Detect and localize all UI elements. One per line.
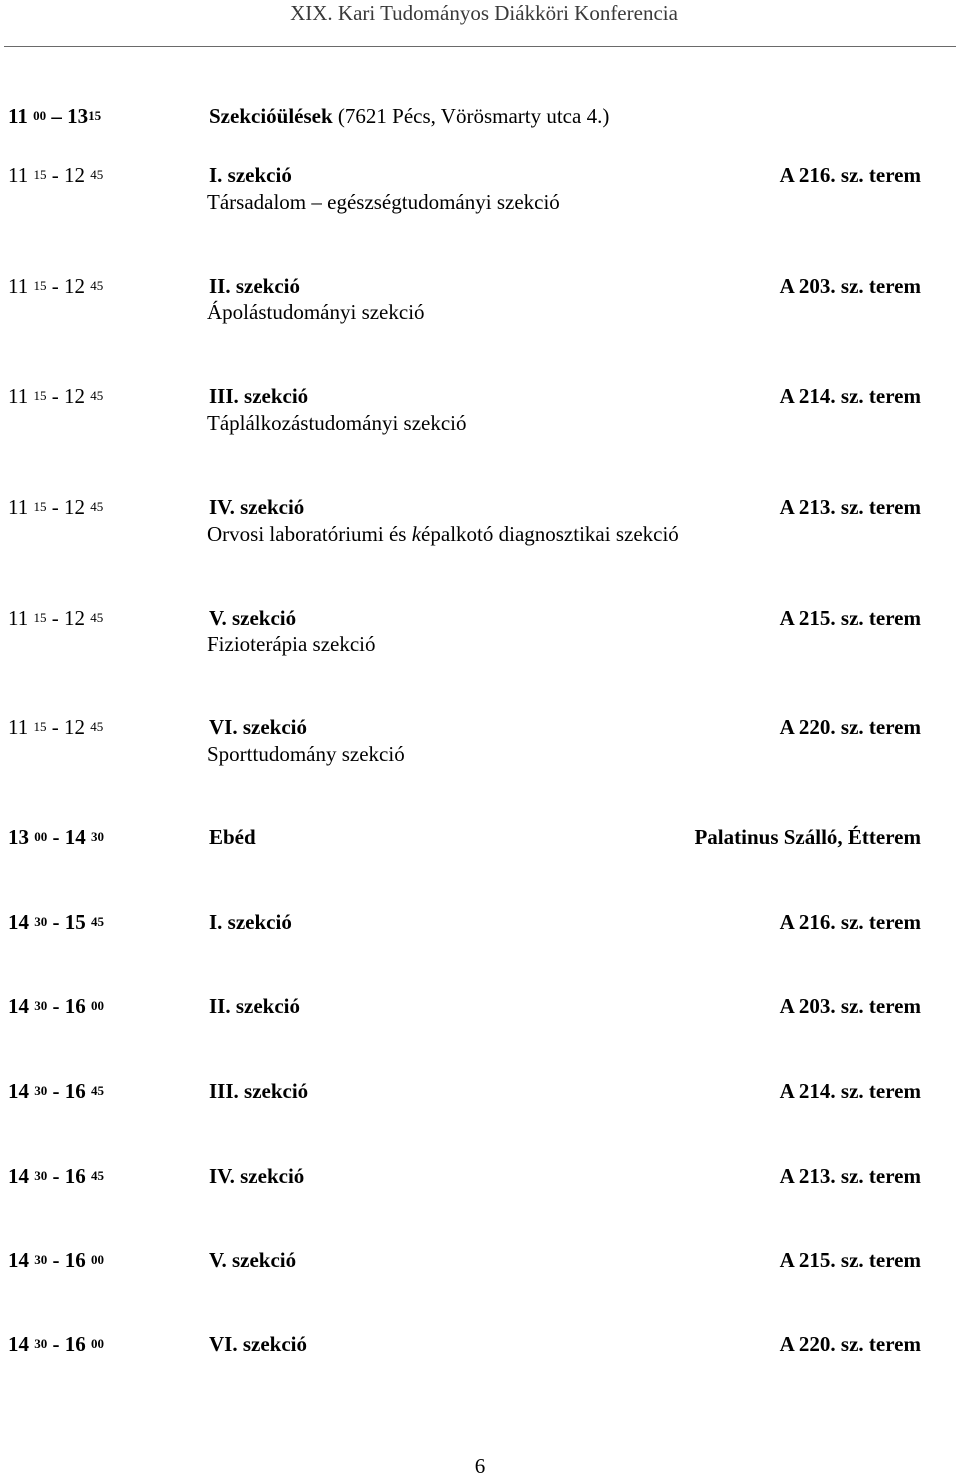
session-row: [0, 1162, 960, 1190]
section-subtitle: Fizioterápia szekció: [207, 632, 376, 656]
page-number: 6: [474, 1454, 486, 1478]
section-subtitle: Ápolástudományi szekció: [207, 300, 425, 324]
session-row: [0, 713, 960, 741]
time-range: 11 $^{15}$ - 12 $^{45}$: [8, 495, 104, 519]
section-subtitle: Sporttudomány szekció: [207, 742, 405, 766]
room-label: A 214. sz. terem: [779, 384, 921, 408]
session-row: [0, 908, 960, 936]
room-label: A 215. sz. terem: [779, 1248, 921, 1272]
session-row: [0, 493, 960, 521]
section-name: I. szekció: [209, 163, 292, 187]
time-range: 14 $^{30}$ - 16 $^{00}$: [8, 1248, 104, 1272]
time-range: 11 $^{15}$ - 12 $^{45}$: [8, 384, 104, 408]
room-label: A 220. sz. terem: [779, 715, 921, 739]
room-label: A 215. sz. terem: [779, 606, 921, 630]
room-label: A 216. sz. terem: [779, 163, 921, 187]
room-label: A 220. sz. terem: [779, 1332, 921, 1356]
time-range: 14 $^{30}$ - 15 $^{45}$: [8, 910, 104, 934]
room-label: A 216. sz. terem: [779, 910, 921, 934]
time-range: 11 $^{15}$ - 12 $^{45}$: [8, 163, 104, 187]
time-range: 11 $^{00} - 13^{15}$: [8, 104, 102, 128]
session-row: [0, 161, 960, 189]
session-row: [0, 604, 960, 632]
lunch-location: Palatinus Szálló, Étterem: [694, 825, 921, 849]
section-name: IV. szekció: [209, 495, 305, 519]
section-name: V. szekció: [209, 606, 297, 630]
section-name: II. szekció: [209, 274, 300, 298]
time-range: 13 $^{00}$ - 14 $^{30}$: [8, 825, 104, 849]
section-name: III. szekció: [209, 1079, 309, 1103]
opening-row: [0, 102, 960, 130]
section-name: VI. szekció: [209, 715, 307, 739]
time-range: 14 $^{30}$ - 16 $^{45}$: [8, 1079, 104, 1103]
time-range: 11 $^{15}$ - 12 $^{45}$: [8, 715, 104, 739]
time-range: 14 $^{30}$ - 16 $^{45}$: [8, 1164, 104, 1188]
session-row: [0, 1246, 960, 1274]
time-range: 14 $^{30}$ - 16 $^{00}$: [8, 1332, 104, 1356]
section-name: I. szekció: [209, 910, 292, 934]
lunch-title: Ebéd: [209, 825, 256, 849]
section-subtitle: Társadalom – egészségtudományi szekció: [207, 190, 560, 214]
section-subtitle: Táplálkozástudományi szekció: [207, 411, 467, 435]
session-row: [0, 992, 960, 1020]
session-row: [0, 272, 960, 300]
section-name: V. szekció: [209, 1248, 297, 1272]
room-label: A 203. sz. terem: [779, 274, 921, 298]
page-header: [0, 0, 960, 50]
section-subtitle: Orvosi laboratóriumi és képalkotó diagnosztikai szekció: [207, 522, 679, 546]
header-divider: [4, 46, 956, 47]
room-label: A 203. sz. terem: [779, 994, 921, 1018]
room-label: A 214. sz. terem: [779, 1079, 921, 1103]
session-row: [0, 1330, 960, 1358]
time-range: 11 $^{15}$ - 12 $^{45}$: [8, 606, 104, 630]
section-name: II. szekció: [209, 994, 300, 1018]
time-range: 11 $^{15}$ - 12 $^{45}$: [8, 274, 104, 298]
section-name: VI. szekció: [209, 1332, 307, 1356]
room-label: A 213. sz. terem: [779, 495, 921, 519]
section-name: III. szekció: [209, 384, 309, 408]
session-row: [0, 1077, 960, 1105]
opening-title: Szekcióülések (7621 Pécs, Vörösmarty utca 4.): [209, 104, 610, 128]
room-label: A 213. sz. terem: [779, 1164, 921, 1188]
time-range: 14 $^{30}$ - 16 $^{00}$: [8, 994, 104, 1018]
session-row: [0, 382, 960, 410]
conference-title: XIX. Kari Tudományos Diákköri Konferencia: [290, 1, 678, 25]
section-name: IV. szekció: [209, 1164, 305, 1188]
lunch-row: [0, 823, 960, 851]
